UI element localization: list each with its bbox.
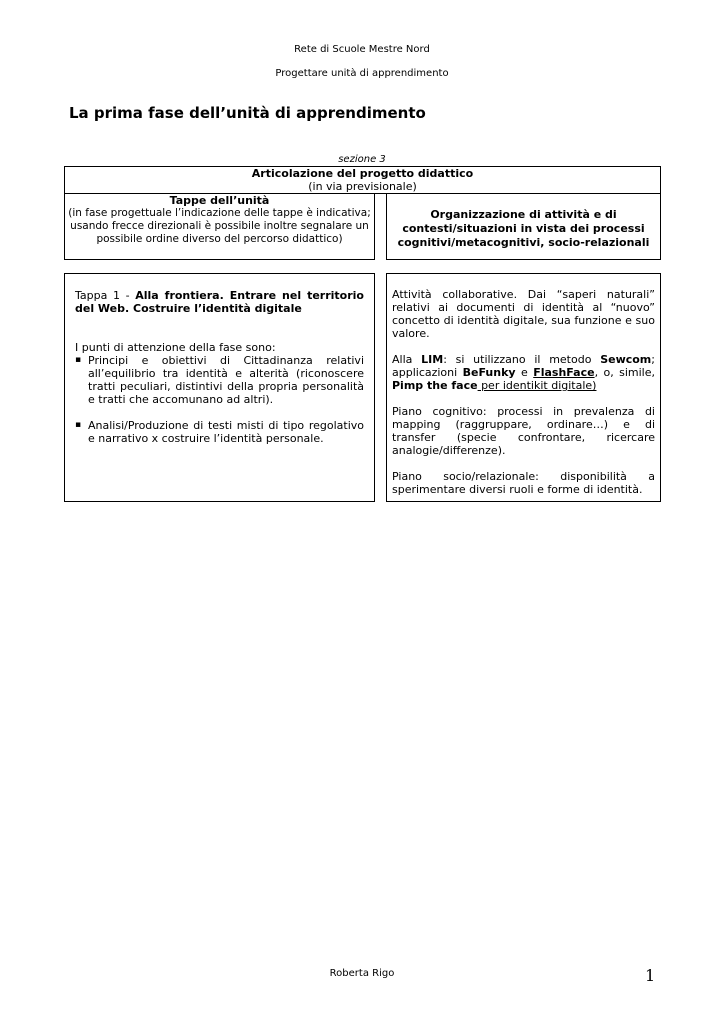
flashface-link[interactable]: FlashFace (533, 366, 595, 379)
header-network: Rete di Scuole Mestre Nord (294, 44, 430, 55)
page-title: La prima fase dell’unità di apprendimento (69, 104, 426, 122)
attivita-collaborative: Attività collaborative. Dai “saperi naturali” relativi ai documenti di identità al “nuovo” concetto di identità digitale, sua funzione e suo valore. (392, 288, 655, 340)
footer-author: Roberta Rigo (329, 968, 395, 979)
list-item: ▪ Analisi/Produzione di testi misti di tipo regolativo e narrativo x costruire l’identità personale. (75, 419, 364, 445)
articolazione-title: Articolazione del progetto didattico (251, 167, 474, 180)
list-item: ▪ Principi e obiettivi di Cittadinanza relativi all’equilibrio tra identità e alterità (riconoscere tratti peculiari, distintivi della propria personalità e tratti che accomunano ad altri). (75, 354, 364, 406)
tappe-title: Tappe dell’unità (169, 194, 270, 207)
attivita-lim: Alla LIM: si utilizzano il metodo Sewcom; applicazioni BeFunky e FlashFace, o, simile, Pimp the face per identikit digitale) (392, 353, 655, 392)
attivita-piano-cognitivo: Piano cognitivo: processi in prevalenza di mapping (raggruppare, ordinare…) e di transfer (specie confrontare, ricercare analogie/differenze). (392, 405, 655, 457)
befunky-label: BeFunky (462, 366, 516, 379)
sewcom-label: Sewcom (600, 353, 652, 366)
header-subtitle: Progettare unità di apprendimento (275, 68, 449, 79)
pimp-the-face-label: Pimp the face (392, 379, 478, 392)
tappa1-bullet-list (75, 354, 364, 445)
tappe-header-box (64, 193, 375, 260)
tappa1-heading (75, 289, 364, 315)
attivita-cell (386, 273, 661, 502)
organizzazione-header-box: Organizzazione di attività e di contesti/situazioni in vista dei processi cognitivi/metacognitivi, socio-relazionali (386, 193, 661, 260)
articolazione-box (64, 166, 661, 194)
articolazione-subtitle: (in via previsionale) (308, 180, 417, 193)
lim-label: LIM (421, 353, 444, 366)
tappa1-intro: I punti di attenzione della fase sono: (75, 341, 276, 354)
page-number: 1 (645, 966, 656, 985)
square-bullet-icon: ▪ (75, 420, 82, 430)
square-bullet-icon: ▪ (75, 355, 82, 365)
attivita-piano-socio: Piano socio/relazionale: disponibilità a sperimentare diversi ruoli e forme di identità. (392, 470, 655, 496)
section-label: sezione 3 (338, 154, 386, 165)
tappa1-title: Alla frontiera. Entrare nel territorio del Web. Costruire l’identità digitale (75, 289, 364, 315)
tappe-description: (in fase progettuale l’indicazione delle tappe è indicativa; usando frecce direzionali è possibile inoltre segnalare un possibile ordine diverso del percorso didattico) (68, 207, 371, 245)
tappa1-prefix: Tappa 1 - (75, 289, 136, 302)
tappa1-cell (64, 273, 375, 502)
